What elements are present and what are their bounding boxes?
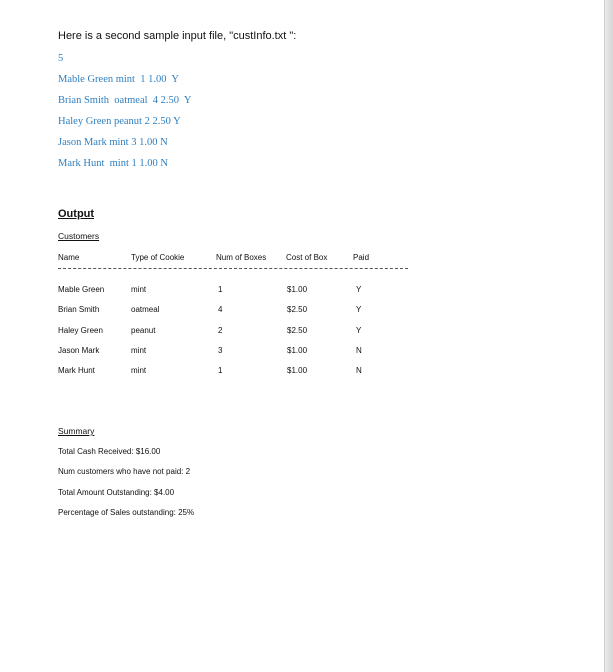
column-header-name: Name bbox=[58, 253, 80, 262]
cell-cost: $1.00 bbox=[287, 285, 308, 294]
input-line: 5 bbox=[58, 53, 64, 64]
column-header-boxes: Num of Boxes bbox=[216, 253, 267, 262]
summary-heading: Summary bbox=[58, 426, 95, 436]
input-line: Brian Smith oatmeal 4 2.50 Y bbox=[58, 95, 192, 106]
input-line: Mark Hunt mint 1 1.00 N bbox=[58, 158, 168, 169]
cell-cookie: mint bbox=[131, 285, 147, 294]
cell-boxes: 2 bbox=[218, 326, 223, 335]
input-line: Haley Green peanut 2 2.50 Y bbox=[58, 116, 181, 127]
column-header-type: Type of Cookie bbox=[131, 253, 185, 262]
cell-cost: $1.00 bbox=[287, 366, 308, 375]
cell-cookie: peanut bbox=[131, 326, 156, 335]
cell-name: Haley Green bbox=[58, 326, 103, 335]
input-line: Mable Green mint 1 1.00 Y bbox=[58, 74, 179, 85]
cell-paid: Y bbox=[356, 305, 362, 314]
cell-name: Brian Smith bbox=[58, 305, 100, 314]
cell-paid: Y bbox=[356, 285, 362, 294]
summary-cash-received: Total Cash Received: $16.00 bbox=[58, 447, 161, 456]
cell-paid: N bbox=[356, 346, 362, 355]
cell-cost: $2.50 bbox=[287, 305, 308, 314]
customers-heading: Customers bbox=[58, 231, 100, 241]
page-edge bbox=[604, 0, 613, 672]
cell-paid: Y bbox=[356, 326, 362, 335]
summary-unpaid-count: Num customers who have not paid: 2 bbox=[58, 467, 191, 476]
cell-boxes: 3 bbox=[218, 346, 223, 355]
cell-name: Jason Mark bbox=[58, 346, 100, 355]
column-header-cost: Cost of Box bbox=[286, 253, 328, 262]
cell-cost: $2.50 bbox=[287, 326, 308, 335]
cell-name: Mark Hunt bbox=[58, 366, 95, 375]
column-header-paid: Paid bbox=[353, 253, 370, 262]
cell-boxes: 1 bbox=[218, 366, 223, 375]
output-heading: Output bbox=[58, 208, 95, 220]
cell-cookie: mint bbox=[131, 346, 147, 355]
cell-paid: N bbox=[356, 366, 362, 375]
cell-name: Mable Green bbox=[58, 285, 105, 294]
cell-cookie: mint bbox=[131, 366, 147, 375]
cell-cookie: oatmeal bbox=[131, 305, 160, 314]
intro-text: Here is a second sample input file, "custInfo.txt ": bbox=[58, 30, 297, 42]
summary-percent-outstanding: Percentage of Sales outstanding: 25% bbox=[58, 508, 195, 517]
cell-boxes: 4 bbox=[218, 305, 223, 314]
cell-cost: $1.00 bbox=[287, 346, 308, 355]
summary-amount-outstanding: Total Amount Outstanding: $4.00 bbox=[58, 488, 175, 497]
header-divider bbox=[58, 268, 408, 269]
cell-boxes: 1 bbox=[218, 285, 223, 294]
input-line: Jason Mark mint 3 1.00 N bbox=[58, 137, 168, 148]
